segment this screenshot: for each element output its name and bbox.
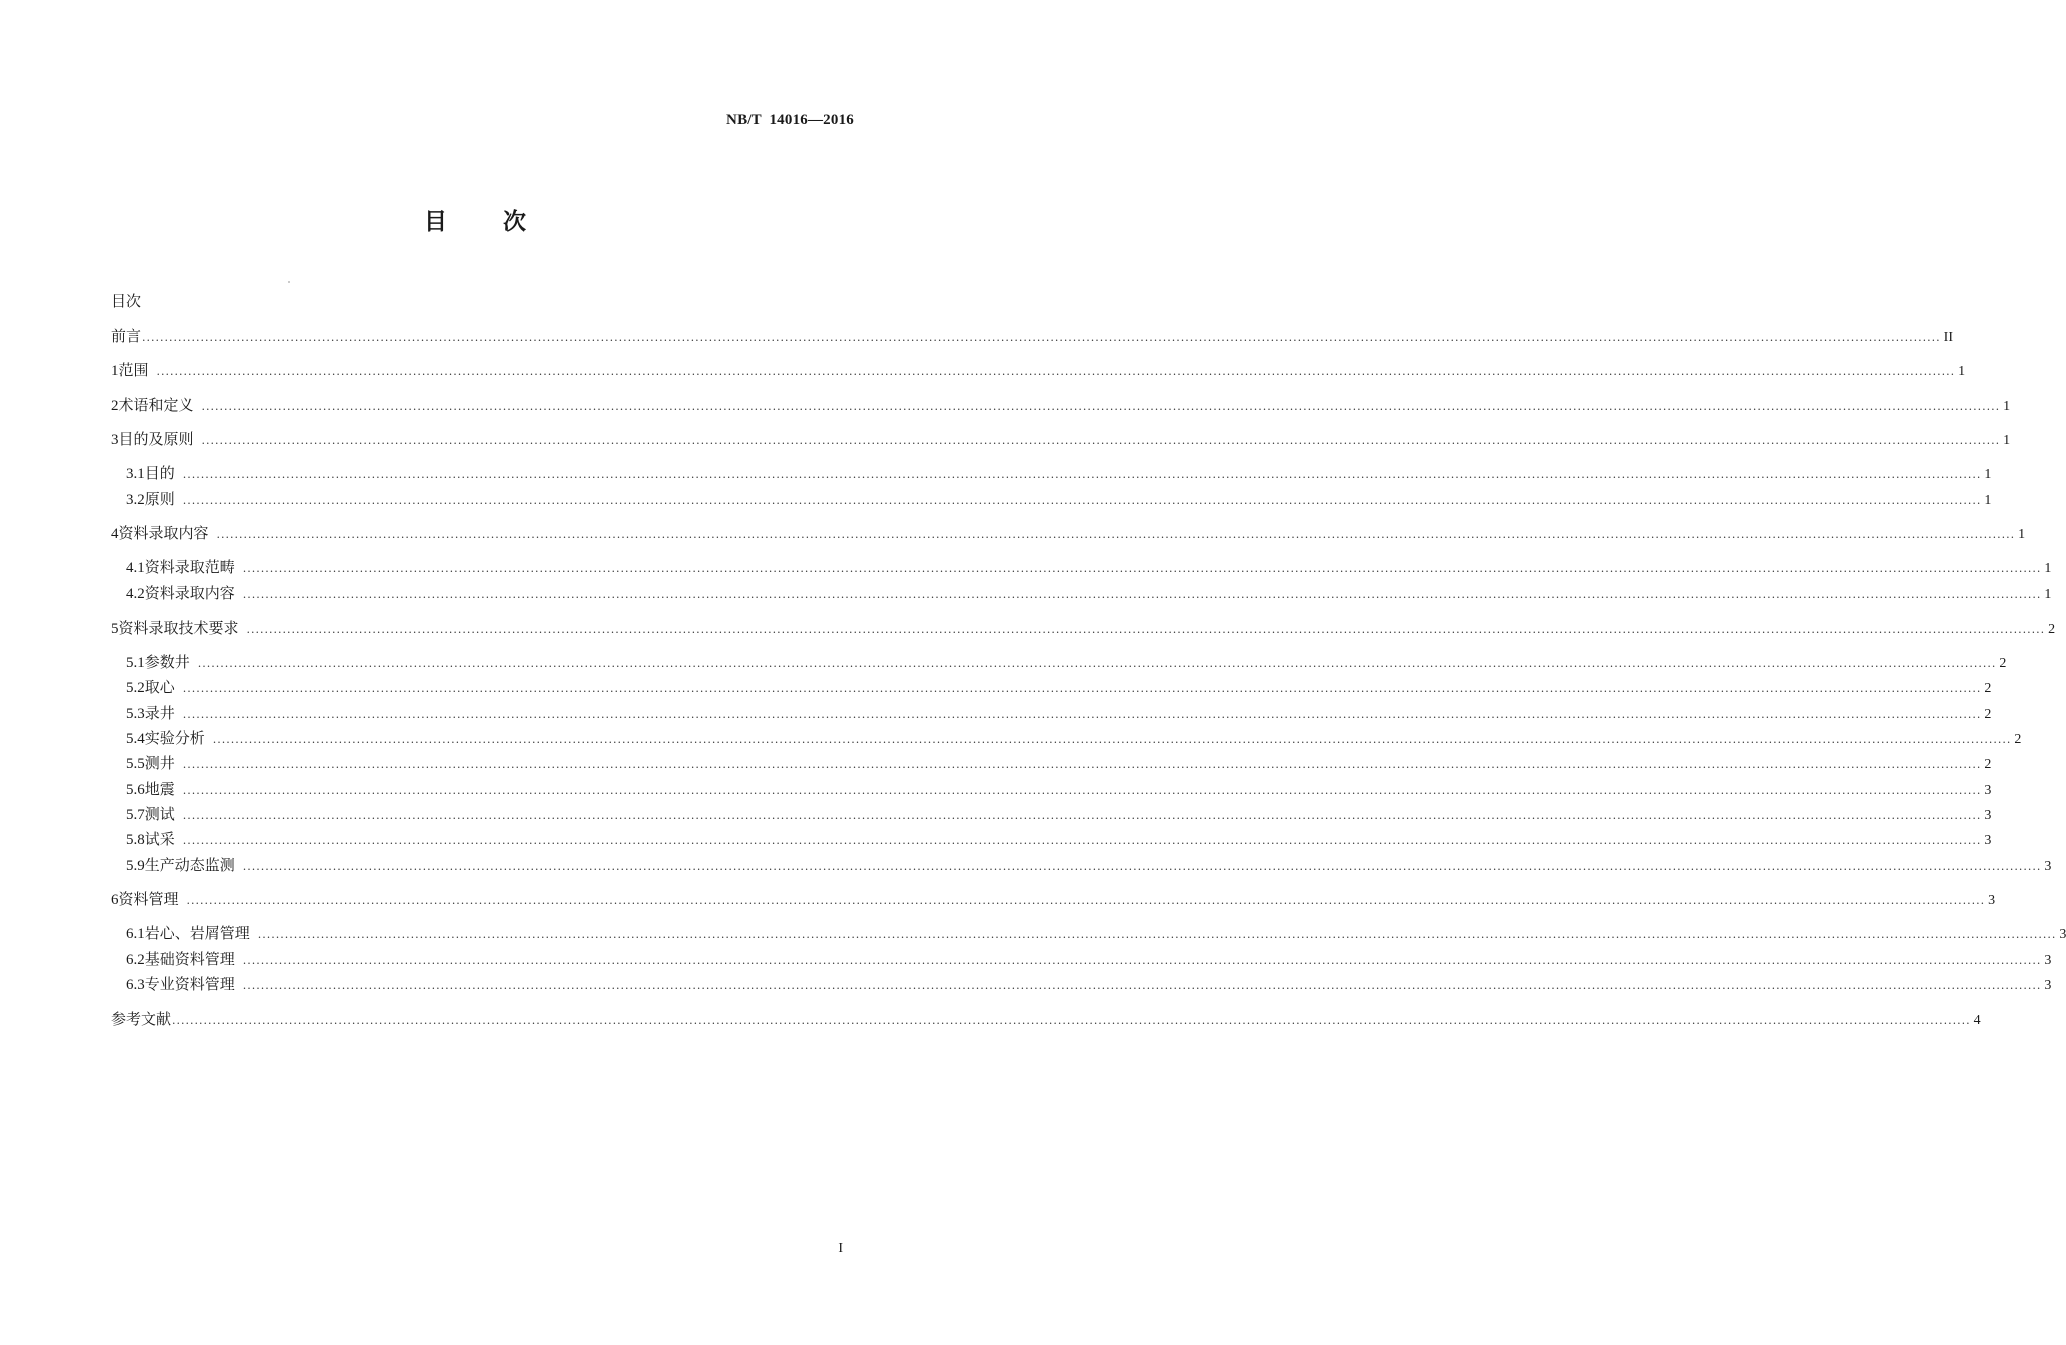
toc-leader-dots: ................................................................................................................................................................................................................................................................................................................................................................................................................ [216,528,2016,541]
toc-entry-number: 1 [111,363,119,379]
toc-leader-dots: ................................................................................................................................................................................................................................................................................................................................................................................................................ [182,784,1982,797]
toc-entry-number: 3.1 [126,466,145,482]
toc-entry-number: 5.6 [126,782,145,798]
toc-entry-page: 4 [1973,1013,1981,1028]
toc-entry[interactable] [126,488,1992,510]
toc-leader-dots: ................................................................................................................................................................................................................................................................................................................................................................................................................ [242,588,2042,601]
toc-leader-dots: ................................................................................................................................................................................................................................................................................................................................................................................................................ [142,331,1941,344]
toc-leader-dots: ................................................................................................................................................................................................................................................................................................................................................................................................................ [201,400,2001,413]
toc-leader-dots: ................................................................................................................................................................................................................................................................................................................................................................................................................ [257,928,2057,941]
toc-entry[interactable] [126,922,2066,944]
toc-entry-number: 3 [111,432,119,448]
toc-entry[interactable] [126,948,2052,970]
toc-entry-label: 参考文献 [111,1010,172,1028]
toc-entry-page: 1 [2003,399,2011,414]
toc-entry[interactable] [126,803,1992,825]
scan-speck [288,281,290,283]
toc-entry[interactable] [111,617,2056,639]
toc-entry-page: 1 [2044,561,2052,576]
toc-entry-label: 术语和定义 [118,396,194,414]
toc-entry-number: 5.1 [126,655,145,671]
toc-leader-dots: ................................................................................................................................................................................................................................................................................................................................................................................................................ [212,733,2012,746]
toc-entry-label: 参数井 [144,653,190,671]
toc-entry-label: 取心 [144,678,175,696]
toc-entry-number: 5.3 [126,706,145,722]
toc-entry[interactable] [111,394,2011,416]
standard-code: NB/T 14016—2016 [726,112,854,128]
toc-leader-dots: ................................................................................................................................................................................................................................................................................................................................................................................................................ [182,468,1982,481]
toc-entry[interactable] [126,651,2007,673]
toc-leader-dots: ................................................................................................................................................................................................................................................................................................................................................................................................................ [242,954,2042,967]
toc-entry-page: 1 [2018,527,2026,542]
toc-leader-dots: ................................................................................................................................................................................................................................................................................................................................................................................................................ [197,657,1997,670]
toc-entry[interactable] [126,727,2022,749]
toc-leader-dots: ................................................................................................................................................................................................................................................................................................................................................................................................................ [182,809,1982,822]
toc-entry-number: 4.1 [126,560,145,576]
toc-entry-number: 5.9 [126,858,145,874]
toc-entry-label: 目的及原则 [118,430,194,448]
toc-entry-page: 2 [1984,681,1992,696]
toc-entry[interactable] [111,522,2026,544]
toc-entry-page: 2 [2048,622,2056,637]
toc-entry-label: 资料录取内容 [144,584,235,602]
toc-entry[interactable] [111,325,1953,347]
toc-entry-number: 6.1 [126,926,145,942]
toc-entry-page: 2 [2014,732,2022,747]
toc-entry-page: 3 [2044,859,2052,874]
page-number: I [838,1241,843,1256]
toc-entry-label: 资料录取技术要求 [118,619,239,637]
toc-entry-number: 4 [111,526,119,542]
toc-leader-dots: ................................................................................................................................................................................................................................................................................................................................................................................................................ [186,894,1986,907]
toc-entry-page: 2 [1984,707,1992,722]
toc-leader-dots: ................................................................................................................................................................................................................................................................................................................................................................................................................ [182,708,1982,721]
toc-entry-page: 3 [1984,833,1992,848]
toc-leader-dots: ................................................................................................................................................................................................................................................................................................................................................................................................................ [182,834,1982,847]
toc-entry-label: 前言 [111,327,142,345]
toc-entry[interactable] [126,702,1992,724]
toc-entry-label: 测试 [144,805,175,823]
toc-entry-number: 5.5 [126,756,145,772]
toc-entry-number: 6.2 [126,952,145,968]
toc-leader-dots: ................................................................................................................................................................................................................................................................................................................................................................................................................ [242,562,2042,575]
toc-entry[interactable] [126,854,2052,876]
toc-entry-page: 1 [2003,433,2011,448]
toc-entry[interactable] [126,752,1992,774]
toc-entry-page: 1 [1958,364,1966,379]
toc-entry-page: 3 [2044,978,2052,993]
toc-leader-dots: ................................................................................................................................................................................................................................................................................................................................................................................................................ [242,860,2042,873]
toc-entry-label: 资料录取范畴 [144,558,235,576]
toc-entry-page: 3 [1988,893,1996,908]
toc-entry-number: 5.4 [126,731,145,747]
toc-leader-dots: ................................................................................................................................................................................................................................................................................................................................................................................................................ [156,365,1956,378]
toc-entry-page: 3 [1984,808,1992,823]
toc-leader-dots: ................................................................................................................................................................................................................................................................................................................................................................................................................ [182,758,1982,771]
toc-entry-page: 3 [2059,927,2066,942]
toc-entry-label: 试采 [144,830,175,848]
toc-entry-number: 3.2 [126,492,145,508]
toc-entry[interactable] [126,676,1992,698]
toc-leader-dots: ................................................................................................................................................................................................................................................................................................................................................................................................................ [242,979,2042,992]
toc-entry-label: 原则 [144,490,175,508]
toc-heading: 目次 [111,292,142,310]
toc-entry-page: II [1943,330,1953,345]
toc-entry-label: 资料管理 [118,890,179,908]
toc-entry[interactable] [126,778,1992,800]
toc-entry-number: 2 [111,398,119,414]
toc-entry-label: 资料录取内容 [118,524,209,542]
toc-leader-dots: ................................................................................................................................................................................................................................................................................................................................................................................................................ [172,1014,1971,1027]
toc-leader-dots: ................................................................................................................................................................................................................................................................................................................................................................................................................ [182,682,1982,695]
toc-entry[interactable] [126,582,2052,604]
toc-leader-dots: ................................................................................................................................................................................................................................................................................................................................................................................................................ [182,494,1982,507]
toc-entry-page: 2 [1984,757,1992,772]
toc-entry-number: 5.8 [126,832,145,848]
toc-entry-label: 录井 [144,704,175,722]
toc-entry-label: 岩心、岩屑管理 [144,924,250,942]
toc-entry-number: 4.2 [126,586,145,602]
toc-entry-page: 1 [1984,493,1992,508]
toc-leader-dots: ................................................................................................................................................................................................................................................................................................................................................................................................................ [246,623,2046,636]
toc-entry-page: 1 [1984,467,1992,482]
toc-entry-label: 专业资料管理 [144,975,235,993]
toc-entry[interactable] [126,973,2052,995]
toc-entry-number: 5 [111,621,119,637]
toc-leader-dots: ................................................................................................................................................................................................................................................................................................................................................................................................................ [201,434,2001,447]
toc-entry-label: 测井 [144,754,175,772]
toc-entry-number: 6 [111,892,119,908]
toc-entry-label: 目的 [144,464,175,482]
toc-entry[interactable] [111,359,1966,381]
toc-entry-label: 实验分析 [144,729,205,747]
toc-entry-page: 2 [1999,656,2007,671]
toc-entry[interactable] [126,828,1992,850]
toc-entry-label: 生产动态监测 [144,856,235,874]
toc-entry[interactable] [126,556,2052,578]
toc-entry[interactable] [111,428,2011,450]
toc-entry[interactable] [111,888,1996,910]
toc-entry-number: 6.3 [126,977,145,993]
toc-entry-page: 3 [1984,783,1992,798]
toc-entry-page: 1 [2044,587,2052,602]
toc-entry[interactable] [111,1008,1981,1030]
toc-entry-label: 地震 [144,780,175,798]
toc-entry-label: 基础资料管理 [144,950,235,968]
toc-entry-number: 5.2 [126,680,145,696]
toc-entry-label: 范围 [118,361,149,379]
toc-entry-number: 5.7 [126,807,145,823]
page-title: 目 次 [423,209,526,235]
toc-entry[interactable] [126,462,1992,484]
toc-entry-page: 3 [2044,953,2052,968]
